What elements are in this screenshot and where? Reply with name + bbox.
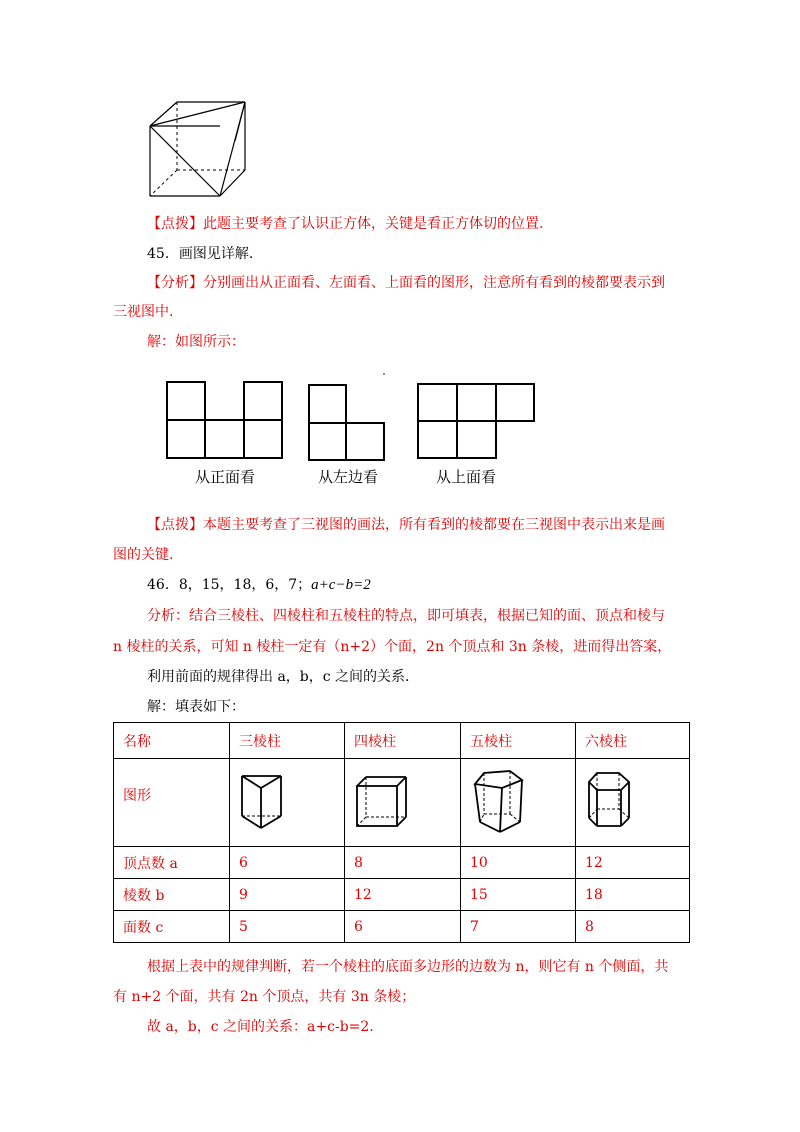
- hexagonal-prism-figure: [585, 768, 641, 834]
- q45-tip-line1: 【点拨】本题主要考查了三视图的画法，所有看到的棱都要在三视图中表示出来是画: [147, 517, 665, 533]
- q46-answer: [147, 575, 371, 595]
- value-cell: 5: [230, 911, 345, 943]
- q45-answer: 45．画图见详解.: [147, 246, 254, 262]
- front-view-label: 从正面看: [194, 468, 256, 486]
- row-label-cell: 顶点数 a: [114, 847, 230, 879]
- three-views-figure: [160, 370, 570, 490]
- square-prism-figure: [354, 770, 414, 832]
- value-cell: 10: [461, 847, 576, 879]
- cut-cube-figure: [145, 96, 257, 200]
- pentagonal-prism-figure: [470, 766, 530, 836]
- q46-conclusion-line3: 故 a，b，c 之间的关系：a+c-b=2.: [147, 1019, 374, 1035]
- value-cell: 6: [345, 911, 461, 943]
- value-cell: 9: [230, 879, 345, 911]
- value-cell: 8: [576, 911, 690, 943]
- top-view-label: 从上面看: [435, 468, 497, 486]
- header-cell: 六棱柱: [576, 723, 690, 759]
- value-cell: 12: [345, 879, 461, 911]
- table-row: [114, 911, 690, 943]
- q45-tip-line2: 图的关键.: [113, 547, 174, 563]
- pentagonal-prism-cell: [461, 759, 576, 847]
- header-cell: 三棱柱: [230, 723, 345, 759]
- triangular-prism-cell: [230, 759, 345, 847]
- hexagonal-prism-cell: [576, 759, 690, 847]
- header-cell: 五棱柱: [461, 723, 576, 759]
- value-cell: 6: [230, 847, 345, 879]
- prism-table: [113, 722, 690, 943]
- q46-conclusion-line1: 根据上表中的规律判断，若一个棱柱的底面多边形的边数为 n，则它有 n 个侧面，共: [147, 959, 669, 975]
- table-header-row: [114, 723, 690, 759]
- left-view-label: 从左边看: [317, 468, 379, 486]
- value-cell: 8: [345, 847, 461, 879]
- square-prism-cell: [345, 759, 461, 847]
- header-cell: 名称: [114, 723, 230, 759]
- triangular-prism-figure: [239, 768, 289, 834]
- row-label-cell: 棱数 b: [114, 879, 230, 911]
- q45-analysis-line1: 【分析】分别画出从正面看、左面看、上面看的图形，注意所有看到的棱都要表示到: [147, 275, 665, 291]
- table-figure-row: [114, 759, 690, 847]
- q44-tip: 【点拨】此题主要考查了认识正方体，关键是看正方体切的位置.: [147, 216, 544, 232]
- q46-analysis-line3: 利用前面的规律得出 a，b，c 之间的关系.: [147, 669, 410, 685]
- header-cell: 四棱柱: [345, 723, 461, 759]
- q45-solution: 解：如图所示：: [147, 334, 245, 350]
- q45-analysis-line2: 三视图中.: [113, 304, 174, 320]
- q46-analysis-line1: 分析：结合三棱柱、四棱柱和五棱柱的特点，即可填表，根据已知的面、顶点和棱与: [147, 608, 665, 624]
- q46-answer-formula: a+c−b=2: [311, 577, 371, 593]
- value-cell: 7: [461, 911, 576, 943]
- table-row: [114, 847, 690, 879]
- figure-label-cell: 图形: [114, 759, 230, 847]
- q46-solution: 解：填表如下：: [147, 699, 245, 715]
- value-cell: 12: [576, 847, 690, 879]
- value-cell: 18: [576, 879, 690, 911]
- q46-answer-values: 46．8，15，18，6，7；: [147, 577, 312, 593]
- value-cell: 15: [461, 879, 576, 911]
- q46-analysis-line2: n 棱柱的关系，可知 n 棱柱一定有（n+2）个面，2n 个顶点和 3n 条棱，进而得出答案，: [113, 639, 672, 655]
- q46-conclusion-line2: 有 n+2 个面，共有 2n 个顶点，共有 3n 条棱；: [113, 989, 416, 1005]
- row-label-cell: 面数 c: [114, 911, 230, 943]
- table-row: [114, 879, 690, 911]
